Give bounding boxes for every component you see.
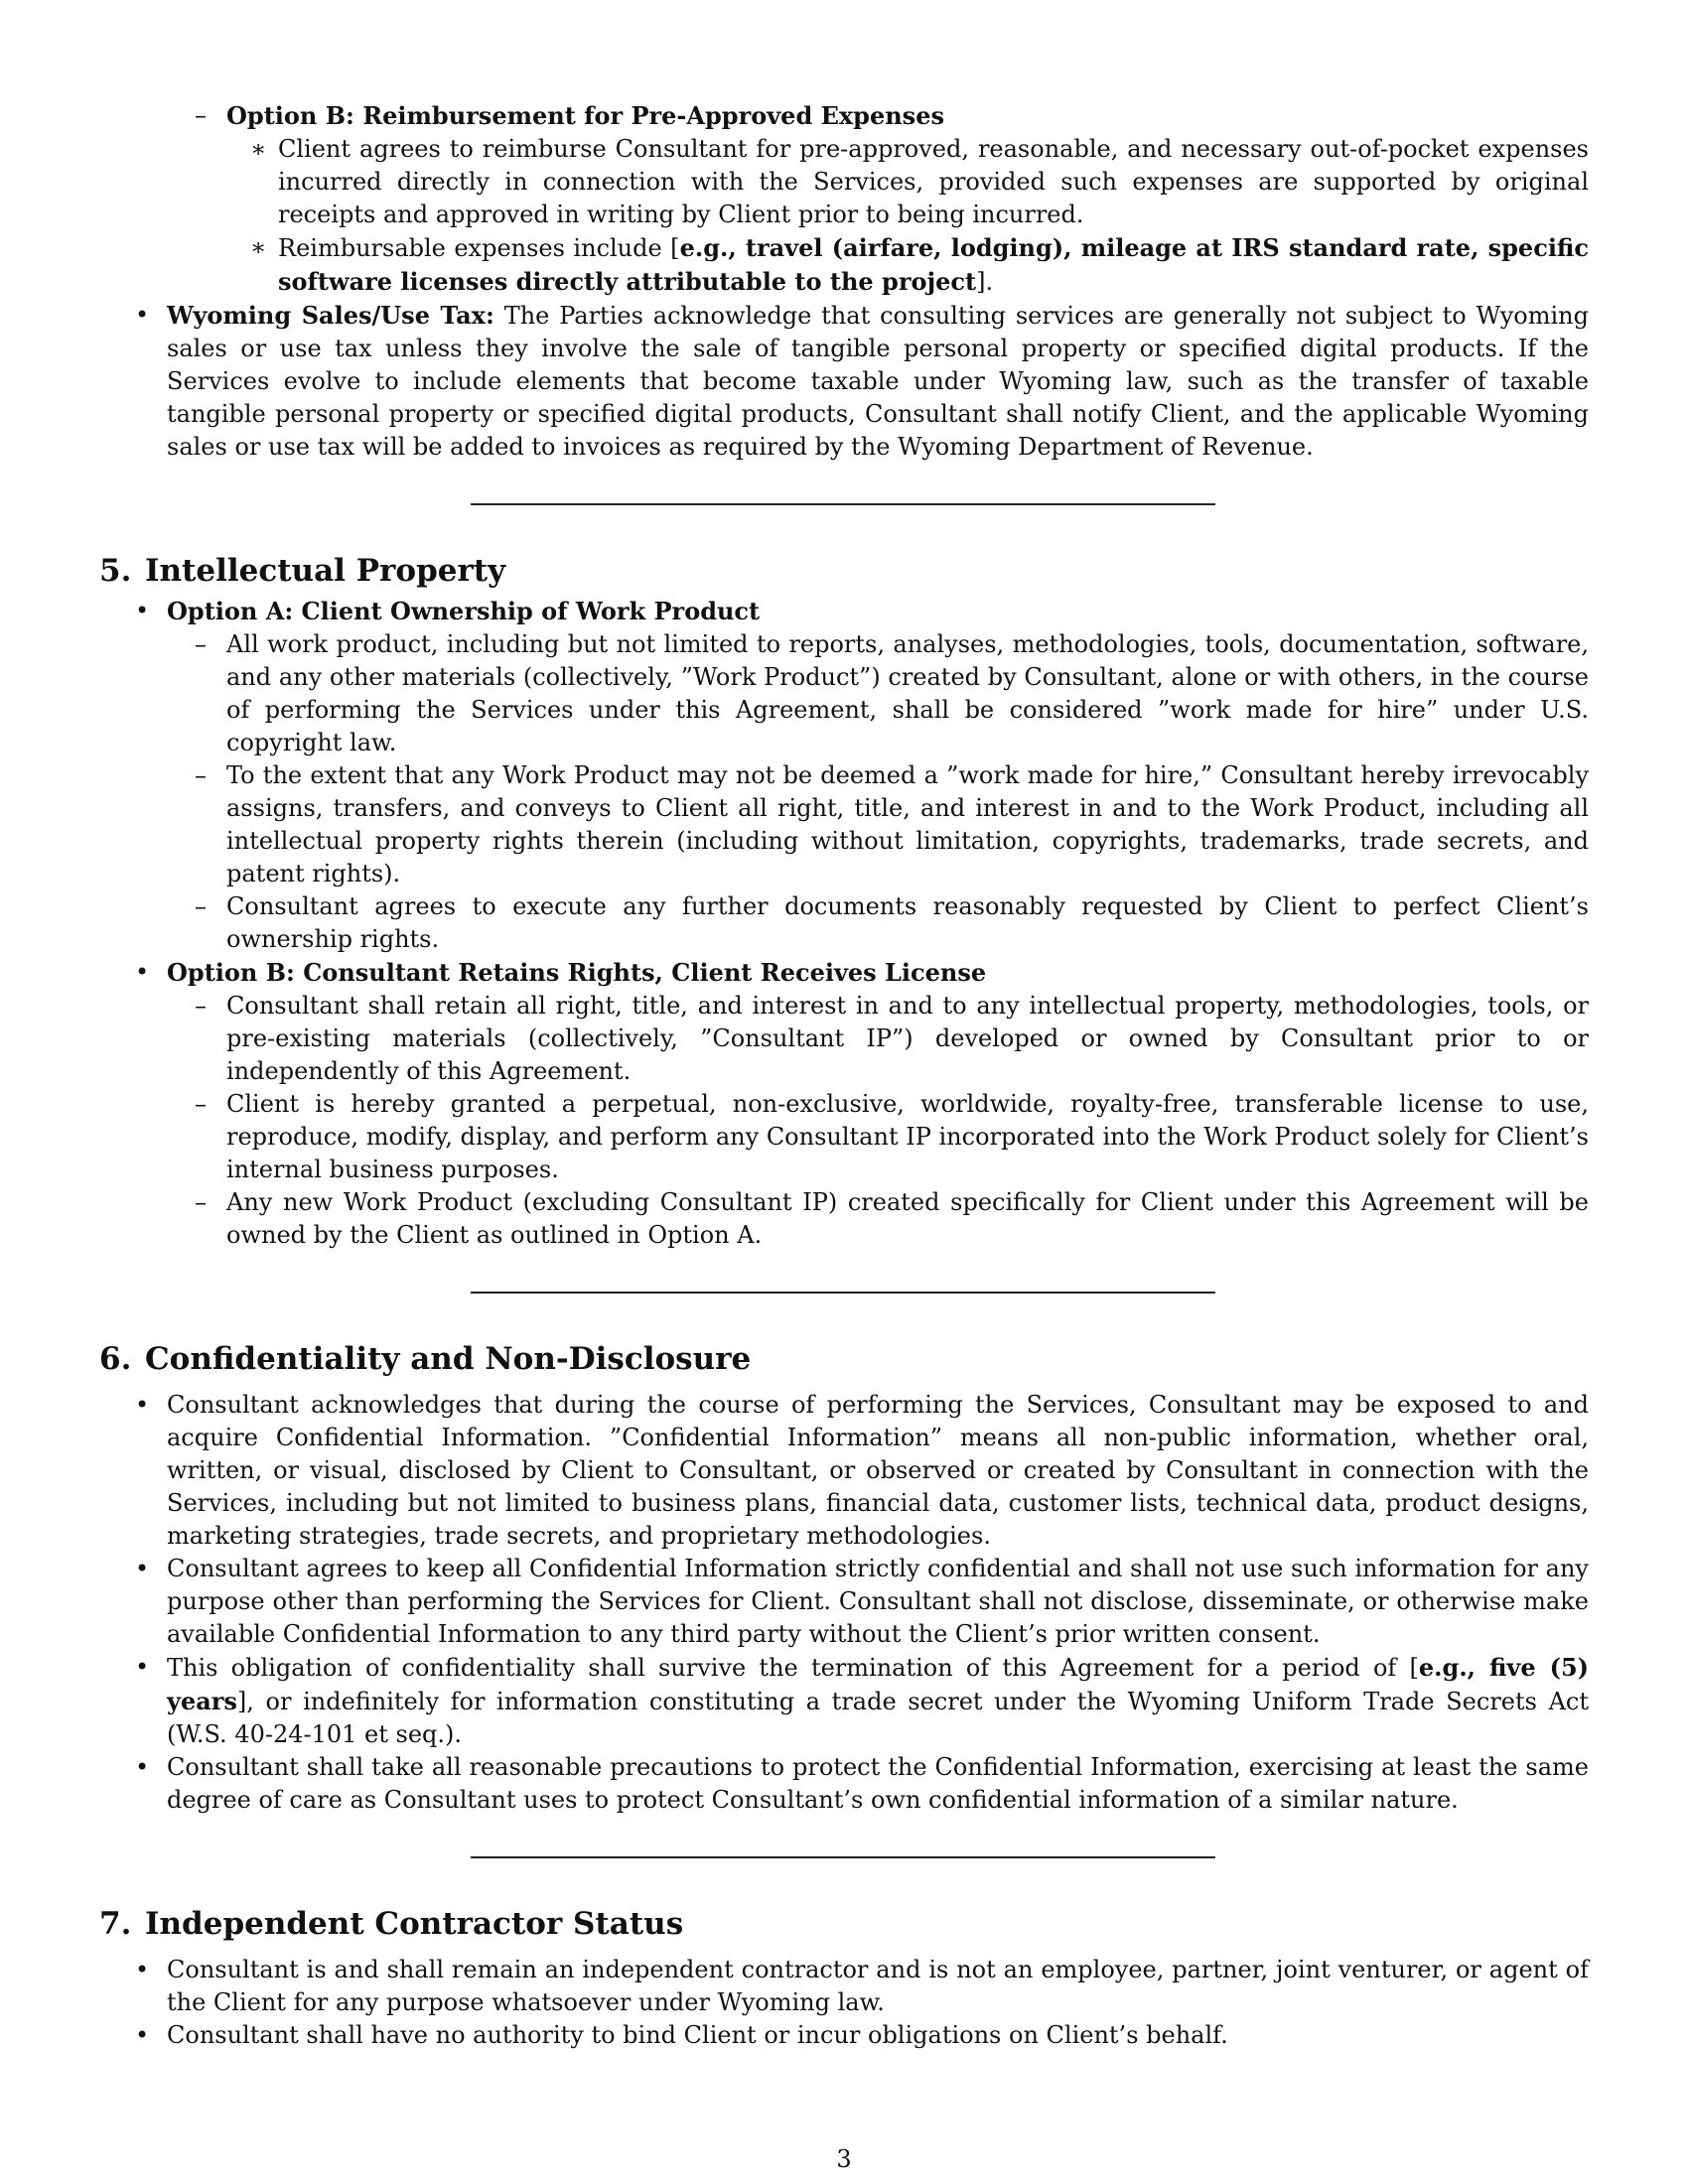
option-a-ownership: • Option A: Client Ownership of Work Product – All work product, including but not limited to reports, analyses, methodologies, tools, documentation, software, and any other materials (collectively, ”Work Product”) created by Consultant, alone or with others, in the course of performing the Services under this Agreement, shall be considered ”work made for hire” under U.S. copyright law. – To the extent that any Work Product may not be deemed a ”work made for hire,” Consultant hereby irrevocably assigns, transfers, and conveys to Client all right, title, and interest in and to the Work Product, including all intellectual property rights therein (including without limitation, copyrights, trademarks, trade secrets, and patent rights). – Consultant agrees to execute any further documents reasonably requested by Client to perfect Client’s ownership rights. bbox=[99, 595, 1589, 956]
list-item: • Consultant shall take all reasonable precautions to protect the Confidential Information, exercising at least the same degree of care as Consultant uses to protect Consultant’s own confidential information of a similar nature. bbox=[135, 1753, 1589, 1814]
list-item: • Consultant is and shall remain an independent contractor and is not an employee, partner, joint venturer, or agent of the Client for any purpose whatsoever under Wyoming law. bbox=[135, 1956, 1589, 2016]
list-item: – Client is hereby granted a perpetual, non-exclusive, worldwide, royalty-free, transferable license to use, reproduce, modify, display, and perform any Consultant IP incorporated into the Work Product solely for Client’s internal business purposes. bbox=[195, 1090, 1589, 1183]
wyoming-tax-item: • Wyoming Sales/Use Tax: The Parties acknowledge that consulting services are generally not subject to Wyoming sales or use tax unless they involve the sale of tangible personal property or specified digital products. If the Services evolve to include elements that become taxable under Wyoming law, such as the transfer of taxable tangible personal property or specified digital products, Consultant shall notify Client, and the applicable Wyoming sales or use tax will be added to invoices as required by the Wyoming Department of Revenue. bbox=[135, 301, 1589, 461]
list-item: – All work product, including but not limited to reports, analyses, methodologies, tools, documentation, software, and any other materials (collectively, ”Work Product”) created by Consultant, alone or with others, in the course of performing the Services under this Agreement, shall be considered ”work made for hire” under U.S. copyright law. bbox=[195, 630, 1589, 756]
list-item: – Consultant agrees to execute any further documents reasonably requested by Client to perfect Client’s ownership rights. bbox=[195, 892, 1589, 953]
section-divider bbox=[471, 1292, 1215, 1294]
option-b-license: • Option B: Consultant Retains Rights, Client Receives License – Consultant shall retain all right, title, and interest in and to any intellectual property, methodologies, tools, or pre-existing materials (collectively, ”Consultant IP”) developed or owned by Consultant prior to or independently of this Agreement. – Client is hereby granted a perpetual, non-exclusive, worldwide, royalty-free, transferable license to use, reproduce, modify, display, and perform any Consultant IP incorporated into the Work Product solely for Client’s internal business purposes. – Any new Work Product (excluding Consultant IP) created specifically for Client under this Agreement will be owned by the Client as outlined in Option A. bbox=[99, 956, 1589, 1252]
list-item: – Any new Work Product (excluding Consultant IP) created specifically for Client under this Agreement will be owned by the Client as outlined in Option A. bbox=[195, 1188, 1589, 1249]
section-6-heading: 6. Confidentiality and Non-Disclosure bbox=[99, 1341, 752, 1377]
page-content bbox=[99, 99, 1589, 2052]
section-6-list bbox=[99, 1389, 1589, 1817]
list-item: ∗ Reimbursable expenses include [e.g., travel (airfare, lodging), mileage at IRS standard rate, specific software licenses directly attributable to the project]. bbox=[250, 233, 1589, 296]
section-divider bbox=[471, 503, 1215, 505]
list-item: ∗ Client agrees to reimburse Consultant for pre-approved, reasonable, and necessary out-of-pocket expenses incurred directly in connection with the Services, provided such expenses are supported by original receipts and approved in writing by Client prior to being incurred. bbox=[250, 135, 1589, 228]
wyoming-tax-label: Wyoming Sales/Use Tax: bbox=[167, 301, 494, 330]
option-b-title: Option B: Reimbursement for Pre-Approved Expenses bbox=[226, 101, 944, 130]
list-item: • Consultant acknowledges that during the course of performing the Services, Consultant may be exposed to and acquire Confidential Information. ”Confidential Information” means all non-public information, whether oral, written, or visual, disclosed by Client to Consultant, or observed or created by Consultant in connection with the Services, including but not limited to business plans, financial data, customer lists, technical data, product designs, marketing strategies, trade secrets, and proprietary methodologies. bbox=[135, 1391, 1589, 1550]
section-7-heading: 7. Independent Contractor Status bbox=[99, 1906, 684, 1942]
list-item: • Consultant agrees to keep all Confidential Information strictly confidential and shall not use such information for any purpose other than performing the Services for Client. Consultant shall not disclose, disseminate, or otherwise make available Confidential Information to any third party without the Client’s prior written consent. bbox=[135, 1555, 1589, 1648]
expenses-list bbox=[99, 99, 1589, 464]
section-5-heading: 5. Intellectual Property bbox=[99, 553, 506, 589]
list-item: – To the extent that any Work Product may not be deemed a ”work made for hire,” Consultant hereby irrevocably assigns, transfers, and conveys to Client all right, title, and interest in and to the Work Product, including all intellectual property rights therein (including without limitation, copyrights, trademarks, trade secrets, and patent rights). bbox=[195, 761, 1589, 887]
list-item: • This obligation of confidentiality shall survive the termination of this Agreement for a period of [e.g., five (5) years], or indefinitely for information constituting a trade secret under the Wyoming Uniform Trade Secrets Act (W.S. 40-24-101 et seq.). bbox=[135, 1653, 1589, 1748]
page-number: 3 bbox=[836, 2145, 852, 2173]
section-divider bbox=[471, 1856, 1215, 1858]
section-7-list bbox=[99, 1954, 1589, 2052]
list-item: • Consultant shall have no authority to bind Client or incur obligations on Client’s behalf. bbox=[135, 2021, 1228, 2049]
option-b-reimbursement: – Option B: Reimbursement for Pre-Approved Expenses ∗ Client agrees to reimburse Consultant for pre-approved, reasonable, and necessary out-of-pocket expenses incurred directly in connection with the Services, provided such expenses are supported by original receipts and approved in writing by Client prior to being incurred. ∗ Reimbursable expenses include [e.g., travel (airfare, lodging), mileage at IRS standard rate, specific software licenses directly attributable to the project]. bbox=[99, 99, 1589, 299]
list-item: – Consultant shall retain all right, title, and interest in and to any intellectual property, methodologies, tools, or pre-existing materials (collectively, ”Consultant IP”) developed or owned by Consultant prior to or independently of this Agreement. bbox=[195, 992, 1589, 1085]
section-5-list bbox=[99, 595, 1589, 1252]
